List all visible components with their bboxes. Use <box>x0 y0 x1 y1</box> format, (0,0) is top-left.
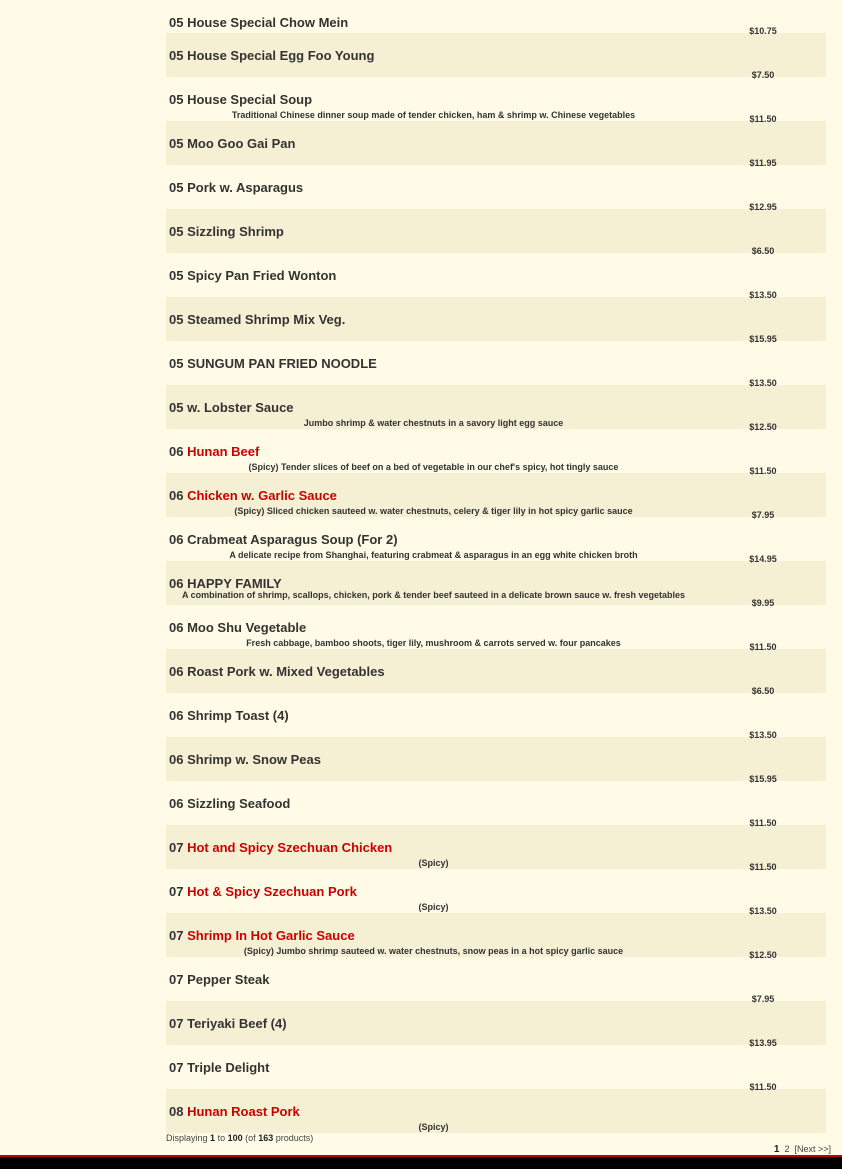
product-name[interactable] <box>169 48 374 63</box>
product-list <box>166 0 826 1133</box>
product-price: $11.50 <box>749 466 777 476</box>
product-row <box>166 1082 826 1133</box>
product-link[interactable]: Shrimp w. Snow Peas <box>187 752 321 767</box>
product-row <box>166 818 826 869</box>
product-name[interactable] <box>169 840 392 855</box>
paging-info <box>166 1133 313 1143</box>
product-name[interactable] <box>169 312 345 327</box>
product-link[interactable]: House Special Soup <box>187 92 313 107</box>
product-row <box>166 1038 826 1089</box>
product-link[interactable]: Crabmeat Asparagus Soup (For 2) <box>187 532 398 547</box>
product-price: $14.95 <box>749 554 777 564</box>
product-prefix: 05 <box>169 224 184 239</box>
product-name[interactable] <box>169 928 355 943</box>
paging-to-word: to <box>217 1133 226 1143</box>
product-price: $6.50 <box>751 686 775 696</box>
product-link[interactable]: Moo Shu Vegetable <box>187 620 307 635</box>
product-prefix: 06 <box>169 664 184 679</box>
product-link[interactable]: Pepper Steak <box>187 972 270 987</box>
product-link[interactable]: Roast Pork w. Mixed Vegetables <box>187 664 385 679</box>
page-2-link[interactable]: 2 <box>784 1144 790 1154</box>
product-price: $11.50 <box>749 114 777 124</box>
product-price: $15.95 <box>749 334 777 344</box>
product-name[interactable] <box>169 972 269 987</box>
next-page-link[interactable]: [Next >>] <box>794 1144 831 1154</box>
product-link[interactable]: Moo Goo Gai Pan <box>187 136 296 151</box>
product-name[interactable] <box>169 1060 269 1075</box>
product-link[interactable]: Sizzling Seafood <box>187 796 291 811</box>
product-price: $11.50 <box>749 818 777 828</box>
product-prefix: 06 <box>169 752 184 767</box>
paging-from: 1 <box>210 1133 216 1143</box>
product-prefix: 05 <box>169 92 184 107</box>
product-row <box>166 774 826 825</box>
paging-displaying-text: Displaying <box>166 1133 208 1143</box>
product-price: $11.50 <box>749 862 777 872</box>
product-description: Traditional Chinese dinner soup made of tender chicken, ham & shrimp w. Chinese vegetables <box>231 110 636 120</box>
product-prefix: 07 <box>169 928 184 943</box>
product-prefix: 07 <box>169 1060 184 1075</box>
product-price: $7.50 <box>751 70 775 80</box>
current-page: 1 <box>773 1144 780 1155</box>
product-name[interactable] <box>169 268 336 283</box>
product-name[interactable] <box>169 356 377 371</box>
product-row <box>166 730 826 781</box>
product-link[interactable]: Steamed Shrimp Mix Veg. <box>187 312 346 327</box>
product-price: $13.50 <box>749 906 777 916</box>
product-description: A delicate recipe from Shanghai, featuring crabmeat & asparagus in an egg white chicken broth <box>229 550 638 560</box>
product-row <box>166 862 826 913</box>
pagination <box>774 1144 831 1155</box>
product-prefix: 06 <box>169 532 184 547</box>
product-link[interactable]: Teriyaki Beef (4) <box>187 1016 287 1031</box>
product-name[interactable] <box>169 224 284 239</box>
product-price: $13.50 <box>749 378 777 388</box>
product-description: A combination of shrimp, scallops, chicken, pork & tender beef sauteed in a delicate brown sauce w. fresh vegetables <box>182 590 685 600</box>
product-link[interactable]: SUNGUM PAN FRIED NOODLE <box>187 356 377 371</box>
product-link[interactable]: w. Lobster Sauce <box>187 400 294 415</box>
product-name[interactable] <box>169 92 312 107</box>
product-name[interactable] <box>169 884 357 899</box>
product-row <box>166 0 826 33</box>
product-name[interactable] <box>169 444 259 459</box>
product-name[interactable] <box>169 620 306 635</box>
product-price: $13.50 <box>749 290 777 300</box>
product-name[interactable] <box>169 488 337 503</box>
product-description: Jumbo shrimp & water chestnuts in a savory light egg sauce <box>303 418 564 428</box>
paging-to: 100 <box>227 1133 243 1143</box>
product-name[interactable] <box>169 1016 287 1031</box>
product-description: (Spicy) <box>418 1122 449 1132</box>
product-prefix: 06 <box>169 576 184 591</box>
product-name[interactable] <box>169 400 294 415</box>
product-link[interactable]: Chicken w. Garlic Sauce <box>187 488 337 503</box>
product-link[interactable]: Hunan Beef <box>187 444 260 459</box>
product-prefix: 05 <box>169 268 184 283</box>
product-link[interactable]: Hot & Spicy Szechuan Pork <box>187 884 357 899</box>
product-row <box>166 378 826 429</box>
product-name[interactable] <box>169 1104 300 1119</box>
product-row <box>166 906 826 957</box>
product-prefix: 07 <box>169 884 184 899</box>
product-name[interactable] <box>169 180 303 195</box>
paging-products-text: products) <box>275 1133 314 1143</box>
product-row <box>166 158 826 209</box>
product-row <box>166 686 826 737</box>
product-price: $10.75 <box>749 26 777 36</box>
product-link[interactable]: House Special Egg Foo Young <box>187 48 375 63</box>
product-name[interactable] <box>169 708 289 723</box>
product-row <box>166 70 826 121</box>
product-link[interactable]: Sizzling Shrimp <box>187 224 284 239</box>
product-price: $11.95 <box>749 158 777 168</box>
product-price: $12.50 <box>749 422 777 432</box>
product-link[interactable]: Shrimp In Hot Garlic Sauce <box>187 928 355 943</box>
product-link[interactable]: Hunan Roast Pork <box>187 1104 300 1119</box>
product-price: $6.50 <box>751 246 775 256</box>
product-link[interactable]: Spicy Pan Fried Wonton <box>187 268 337 283</box>
product-row <box>166 334 826 385</box>
product-row <box>166 202 826 253</box>
product-prefix: 05 <box>169 400 184 415</box>
paging-total: 163 <box>258 1133 274 1143</box>
product-name[interactable] <box>169 664 385 679</box>
product-link[interactable]: House Special Chow Mein <box>187 15 349 30</box>
product-price: $13.95 <box>749 1038 777 1048</box>
product-prefix: 05 <box>169 312 184 327</box>
product-prefix: 06 <box>169 708 184 723</box>
product-name[interactable] <box>169 532 398 547</box>
product-price: $7.95 <box>751 510 775 520</box>
product-prefix: 05 <box>169 180 184 195</box>
product-prefix: 07 <box>169 972 184 987</box>
product-name[interactable] <box>169 136 295 151</box>
product-name[interactable] <box>169 752 321 767</box>
product-price: $9.95 <box>751 598 775 608</box>
product-link[interactable]: HAPPY FAMILY <box>187 576 282 591</box>
product-row <box>166 246 826 297</box>
product-prefix: 07 <box>169 840 184 855</box>
product-description: (Spicy) Tender slices of beef on a bed of vegetable in our chef's spicy, hot tingly sauce <box>248 462 619 472</box>
product-price: $7.95 <box>751 994 775 1004</box>
product-description: (Spicy) <box>418 902 449 912</box>
product-price: $12.95 <box>749 202 777 212</box>
product-prefix: 05 <box>169 356 184 371</box>
product-description: (Spicy) Jumbo shrimp sauteed w. water chestnuts, snow peas in a hot spicy garlic sauce <box>243 946 624 956</box>
product-price: $15.95 <box>749 774 777 784</box>
product-name[interactable] <box>169 796 290 811</box>
product-description: (Spicy) Sliced chicken sauteed w. water chestnuts, celery & tiger lily in hot spicy garlic sauce <box>234 506 633 516</box>
product-row <box>166 290 826 341</box>
product-name[interactable] <box>169 15 348 30</box>
product-prefix: 06 <box>169 444 184 459</box>
product-link[interactable]: Triple Delight <box>187 1060 270 1075</box>
product-link[interactable]: Shrimp Toast (4) <box>187 708 289 723</box>
product-prefix: 05 <box>169 48 184 63</box>
product-prefix: 06 <box>169 620 184 635</box>
product-name[interactable] <box>169 576 282 591</box>
product-prefix: 05 <box>169 136 184 151</box>
product-price: $11.50 <box>749 642 777 652</box>
product-prefix: 05 <box>169 15 184 30</box>
product-row <box>166 994 826 1045</box>
product-row <box>166 26 826 77</box>
product-price: $11.50 <box>749 1082 777 1092</box>
product-description: (Spicy) <box>418 858 449 868</box>
product-price: $12.50 <box>749 950 777 960</box>
product-prefix: 06 <box>169 488 184 503</box>
product-link[interactable]: Hot and Spicy Szechuan Chicken <box>187 840 393 855</box>
product-prefix: 06 <box>169 796 184 811</box>
product-description: Fresh cabbage, bamboo shoots, tiger lily, mushroom & carrots served w. four pancakes <box>246 638 621 648</box>
product-prefix: 07 <box>169 1016 184 1031</box>
product-link[interactable]: Pork w. Asparagus <box>187 180 304 195</box>
product-prefix: 08 <box>169 1104 184 1119</box>
footer-bar <box>0 1155 842 1169</box>
paging-of-text: (of <box>245 1133 256 1143</box>
product-row <box>166 598 826 649</box>
product-price: $13.50 <box>749 730 777 740</box>
